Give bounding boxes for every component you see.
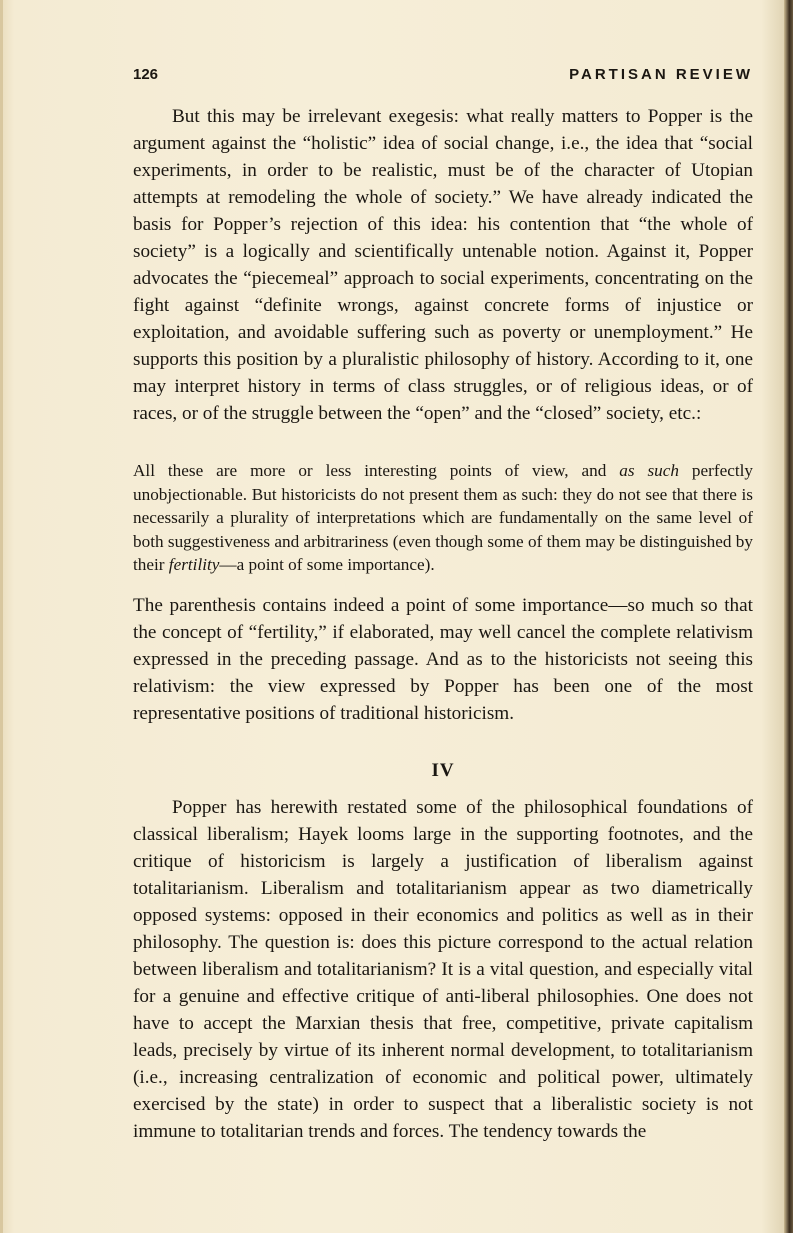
body-paragraph-1: But this may be irrelevant exegesis: what really matters to Popper is the argument against the “holistic” idea of social change, i.e., the idea that “social experiments, in order to be realistic, must be of the character of Utopian attempts at remodeling the whole of society.” We have already indicated the basis for Popper’s rejection of this idea: his contention that “the whole of society” is a logically and scientifically untenable notion. Against it, Popper advocates the “piecemeal” approach to social experiments, concentrating on the fight against “definite wrongs, against concrete forms of injustice or exploitation, and avoidable suffering such as poverty or unemployment.” He supports this position by a pluralistic philosophy of history. According to it, one may interpret history in terms of class struggles, or of religious ideas, or of races, or of the struggle between the “open” and the “closed” society, etc.: bbox=[133, 106, 753, 424]
page-header bbox=[133, 66, 753, 86]
quote-emphasis-as-such: as such bbox=[619, 461, 679, 480]
quote-text-b: perfectly unobjectionable. But historicists do not present them as such: they do not see that there is necessarily a plurality of interpretations which are fundamentally on the same level of both suggestiveness and arbitrariness (even though some of them may be distinguished by their bbox=[133, 461, 754, 575]
quote-text-a: All these are more or less interesting points of view, and bbox=[133, 461, 620, 480]
page-gutter-edge bbox=[0, 0, 3, 1233]
page-fore-edge bbox=[784, 0, 793, 1233]
quote-emphasis-fertility: fertility bbox=[168, 555, 220, 575]
body-paragraph-3: Popper has herewith restated some of the philosophical foundations of classical liberalism; Hayek looms large in the supporting footnotes, and the critique of historicism is largely a justification of liberalism against totalitarianism. Liberalism and totalitarianism appear as two diametrically opposed systems: opposed in their economics and politics as well as in their philosophy. The question is: does this picture correspond to the actual relation between liberalism and totalitarianism? It is a vital question, and especially vital for a genuine and effective critique of anti-liberal philosophies. One does not have to accept the Marxian thesis that free, competitive, private capitalism leads, precisely by virtue of its inherent normal development, to totalitarianism (i.e., increasing centralization of economic and political power, ultimately exercised by the state) in order to suspect that a liberalistic society is not immune to totalitarian trends and forces. The tendency towards the bbox=[133, 797, 753, 1142]
body-paragraph-2: The parenthesis contains indeed a point of some importance—so much so that the concept of “fertility,” if elaborated, may well cancel the complete relativism expressed in the preceding passage. And as to the historicists not seeing this relativism: the view expressed by Popper has been one of the most representative positions of traditional historicism. bbox=[133, 595, 753, 724]
page-number: 126 bbox=[133, 66, 159, 83]
section-heading: IV bbox=[431, 760, 455, 781]
block-quote bbox=[133, 459, 753, 577]
quote-text-c: —a point of some importance). bbox=[219, 555, 435, 575]
running-head: PARTISAN REVIEW bbox=[569, 66, 753, 83]
